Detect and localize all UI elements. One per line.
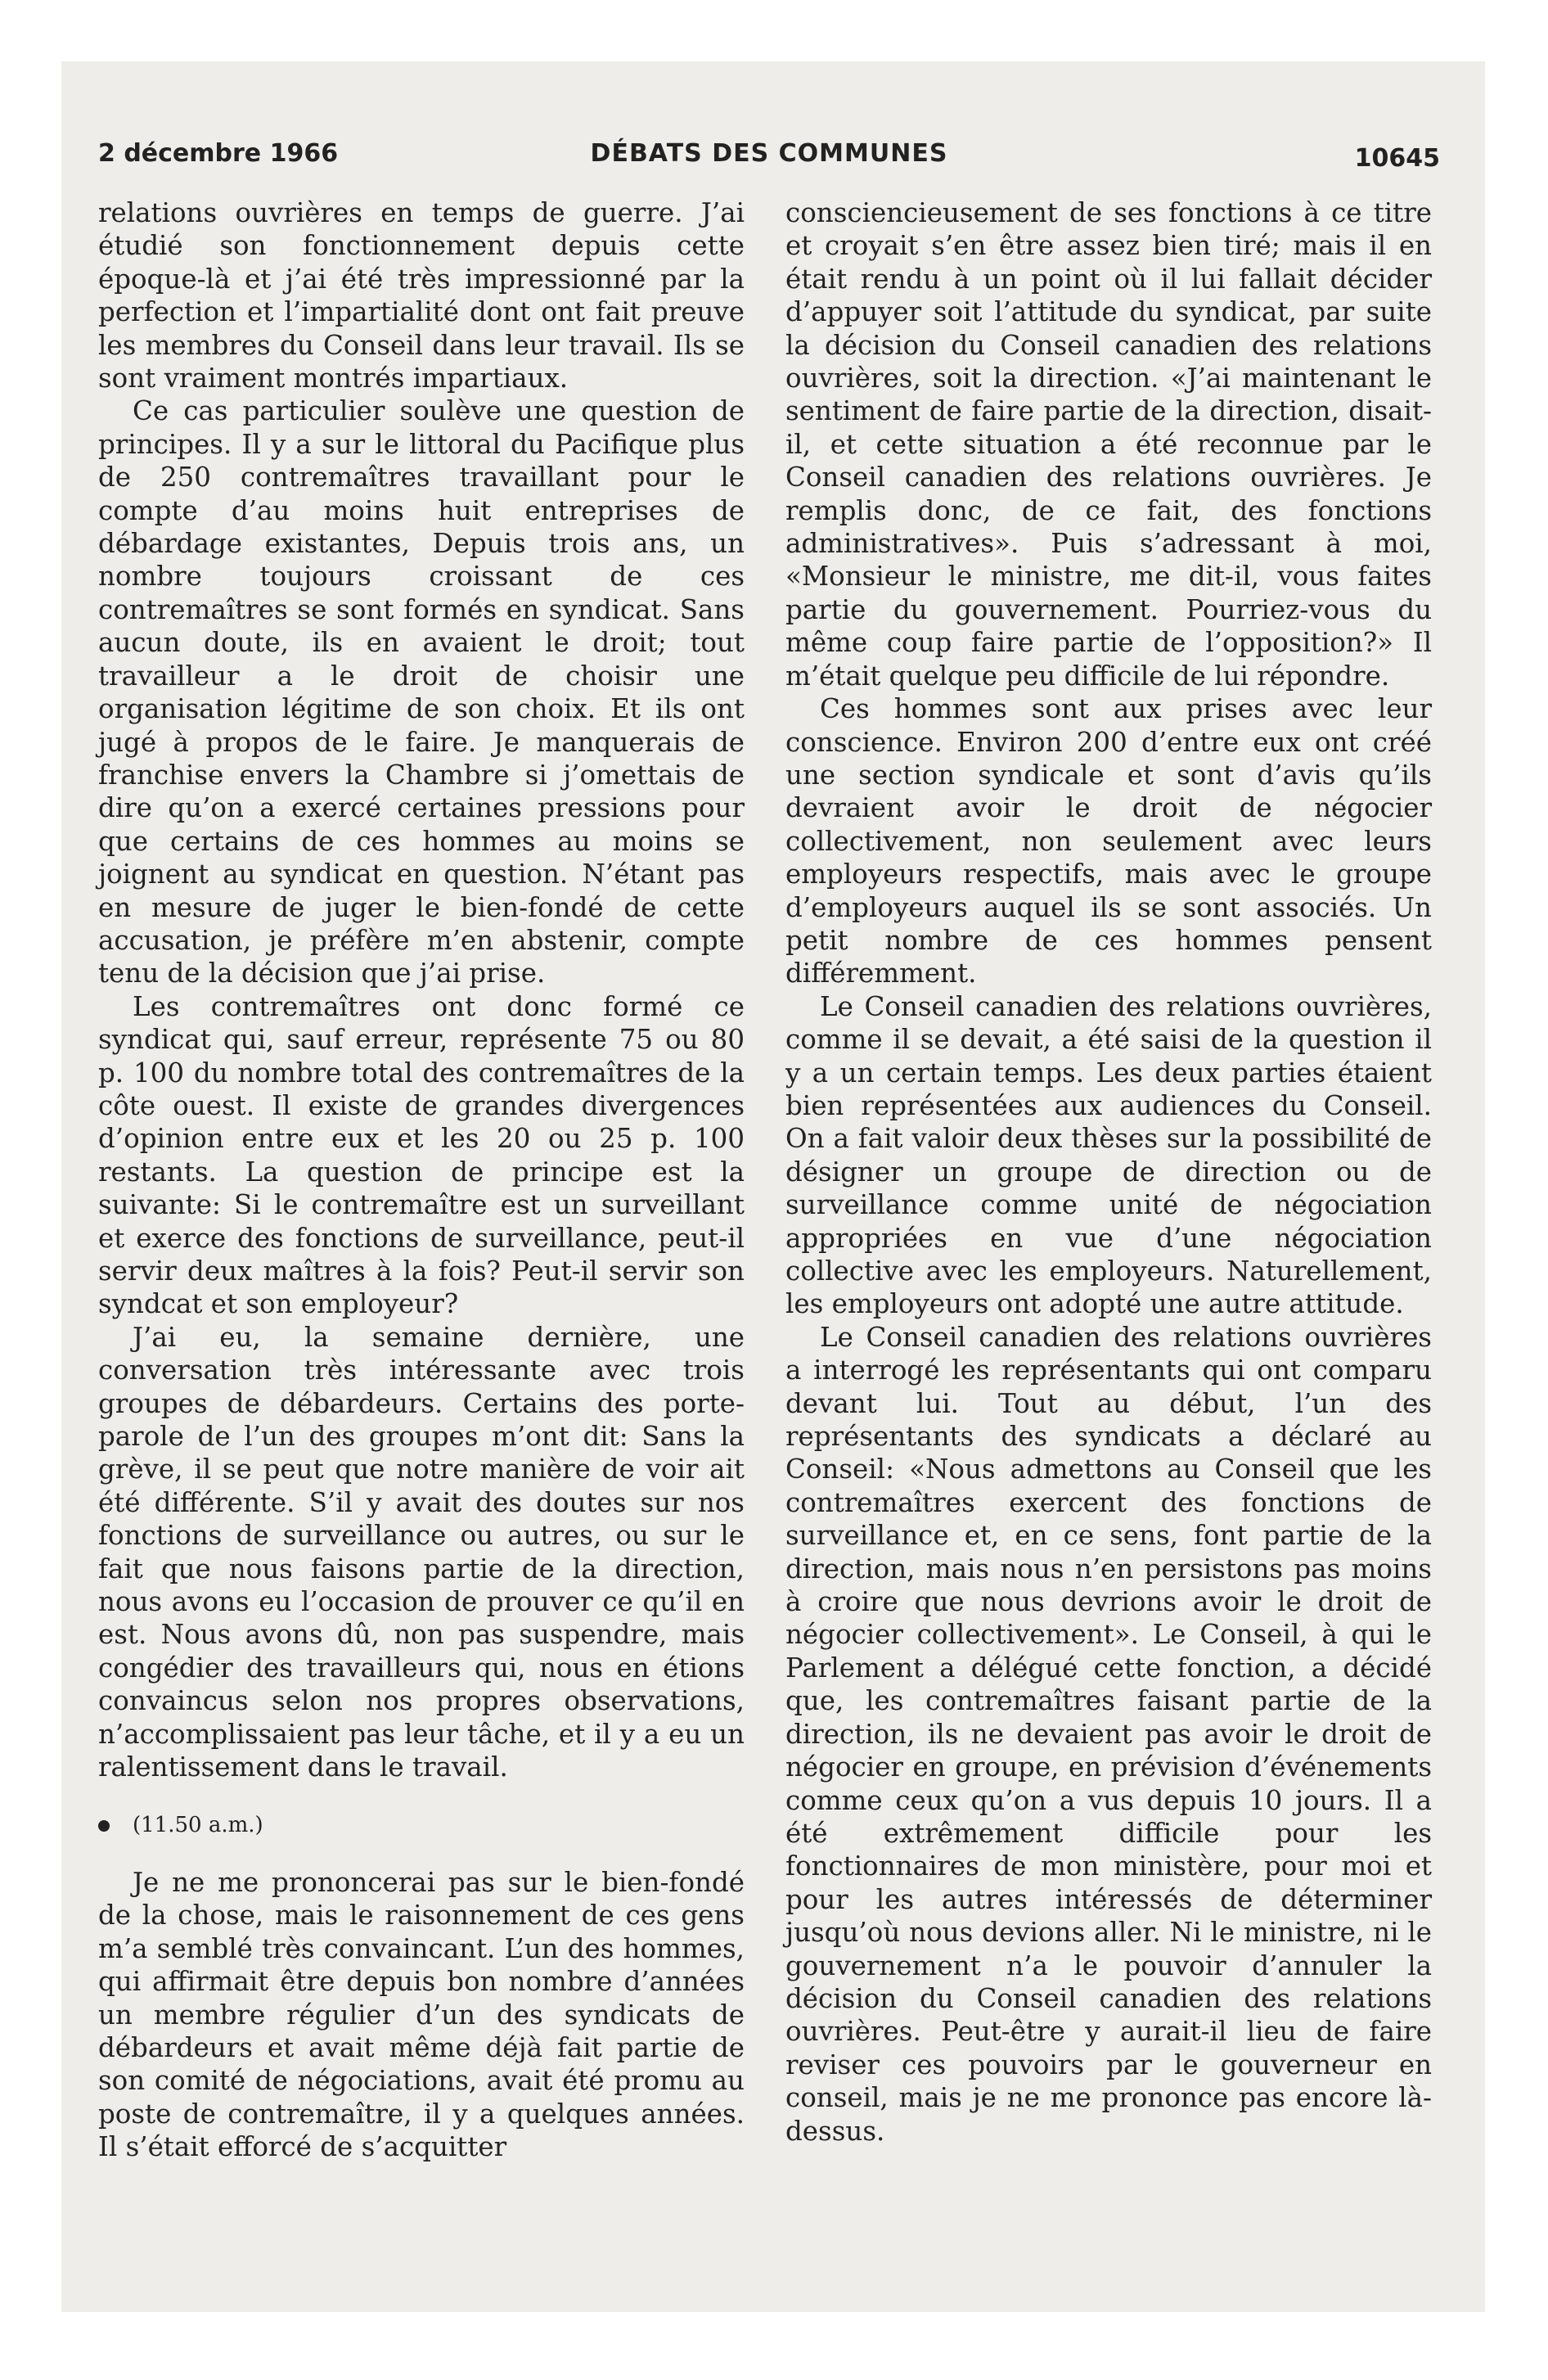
paragraph: Je ne me prononcerai pas sur le bien-fondé de la chose, mais le raisonnement de ces gens m’a semblé très convaincant. L’un des hommes, qui affirmait être depuis bon nombre d’années un membre régulier d’un des syndicats de débardeurs et avait même déjà fait partie de son comité de négociations, avait été promu au poste de contremaître, il y a quelques années. Il s’était efforcé de s’acquitter bbox=[98, 1866, 745, 2163]
time-stamp: (11.50 a.m.) bbox=[133, 1812, 263, 1837]
paragraph: Le Conseil canadien des relations ouvrières a interrogé les représentants qui ont comparu devant lui. Tout au début, l’un des représentants des syndicats a déclaré au Conseil: «Nous admettons au Conseil que les contremaîtres exercent des fonctions de surveillance et, en ce sens, font partie de la direction, mais nous n’en persistons pas moins à croire que nous devrions avoir le droit de négocier collectivement». Le Conseil, à qui le Parlement a délégué cette fonction, a décidé que, les contremaîtres faisant partie de la direction, ils ne devaient pas avoir le droit de négocier en groupe, en prévision d’événements comme ceux qu’on a vus depuis 10 jours. Il a été extrêmement difficile pour les fonctionnaires de mon ministère, pour moi et pour les autres intéressés de déterminer jusqu’où nous devions aller. Ni le ministre, ni le gouvernement n’a le pouvoir d’annuler la décision du Conseil canadien des relations ouvrières. Peut-être y aurait-il lieu de faire reviser ces pouvoirs par le gouverneur en conseil, mais je ne me prononce pas encore là-dessus. bbox=[785, 1321, 1432, 2147]
page-header bbox=[98, 139, 1440, 172]
paragraph: Ce cas particulier soulève une question de principes. Il y a sur le littoral du Pacifique plus de 250 contremaîtres travaillant pour le compte d’au moins huit entreprises de débardage existantes, Depuis trois ans, un nombre toujours croissant de ces contremaîtres se sont formés en syndicat. Sans aucun doute, ils en avaient le droit; tout travailleur a le droit de choisir une organisation légitime de son choix. Et ils ont jugé à propos de le faire. Je manquerais de franchise envers la Chambre si j’omettais de dire qu’on a exercé certaines pressions pour que certains de ces hommes au moins se joignent au syndicat en question. N’étant pas en mesure de juger le bien-fondé de cette accusation, je préfère m’en abstenir, compte tenu de la décision que j’ai prise. bbox=[98, 395, 745, 989]
paragraph: consciencieusement de ses fonctions à ce titre et croyait s’en être assez bien tiré; mais il en était rendu à un point où il lui fallait décider d’appuyer soit l’attitude du syndicat, par suite la décision du Conseil canadien des relations ouvrières, soit la direction. «J’ai maintenant le sentiment de faire partie de la direction, disait-il, et cette situation a été reconnue par le Conseil canadien des relations ouvrières. Je remplis donc, de ce fait, des fonctions administratives». Puis s’adressant à moi, «Monsieur le ministre, me dit-il, vous faites partie du gouvernement. Pourriez-vous du même coup faire partie de l’opposition?» Il m’était quelque peu difficile de lui répondre. bbox=[785, 197, 1432, 692]
time-marker bbox=[98, 1809, 745, 1841]
header-page-number: 10645 bbox=[1354, 144, 1440, 173]
paragraph: J’ai eu, la semaine dernière, une conversation très intéressante avec trois groupes de débardeurs. Certains des porte-parole de l’un des groupes m’ont dit: Sans la grève, il se peut que notre manière de voir ait été différente. S’il y avait des doutes sur nos fonctions de surveillance ou autres, ou sur le fait que nous faisons partie de la direction, nous avons eu l’occasion de prouver ce qu’il en est. Nous avons dû, non pas suspendre, mais congédier des travailleurs qui, nous en étions convaincus selon nos propres observations, n’accomplissaient pas leur tâche, et il y a eu un ralentissement dans le travail. bbox=[98, 1321, 745, 1783]
header-title: DÉBATS DES COMMUNES bbox=[590, 139, 948, 168]
paragraph: Ces hommes sont aux prises avec leur conscience. Environ 200 d’entre eux ont créé une section syndicale et sont d’avis qu’ils devraient avoir le droit de négocier collectivement, non seulement avec leurs employeurs respectifs, mais avec le groupe d’employeurs auquel ils se sont associés. Un petit nombre de ces hommes pensent différemment. bbox=[785, 693, 1432, 989]
left-column bbox=[98, 196, 745, 2164]
bullet-icon bbox=[98, 1820, 110, 1832]
paragraph: Le Conseil canadien des relations ouvrières, comme il se devait, a été saisi de la question il y a un certain temps. Les deux parties étaient bien représentées aux audiences du Conseil. On a fait valoir deux thèses sur la possibilité de désigner un groupe de direction ou de surveillance comme unité de négociation appropriées en vue d’une négociation collective avec les employeurs. Naturellement, les employeurs ont adopté une autre attitude. bbox=[785, 990, 1432, 1320]
header-date: 2 décembre 1966 bbox=[98, 139, 339, 168]
paragraph: Les contremaîtres ont donc formé ce syndicat qui, sauf erreur, représente 75 ou 80 p. 100 du nombre total des contremaîtres de la côte ouest. Il existe de grandes divergences d’opinion entre eux et les 20 ou 25 p. 100 restants. La question de principe est la suivante: Si le contremaître est un surveillant et exerce des fonctions de surveillance, peut-il servir deux maîtres à la fois? Peut-il servir son syndcat et son employeur? bbox=[98, 990, 745, 1320]
paragraph: relations ouvrières en temps de guerre. J’ai étudié son fonctionnement depuis cette époque-là et j’ai été très impressionné par la perfection et l’impartialité dont ont fait preuve les membres du Conseil dans leur travail. Ils se sont vraiment montrés impartiaux. bbox=[98, 197, 745, 394]
right-column bbox=[785, 196, 1432, 2148]
